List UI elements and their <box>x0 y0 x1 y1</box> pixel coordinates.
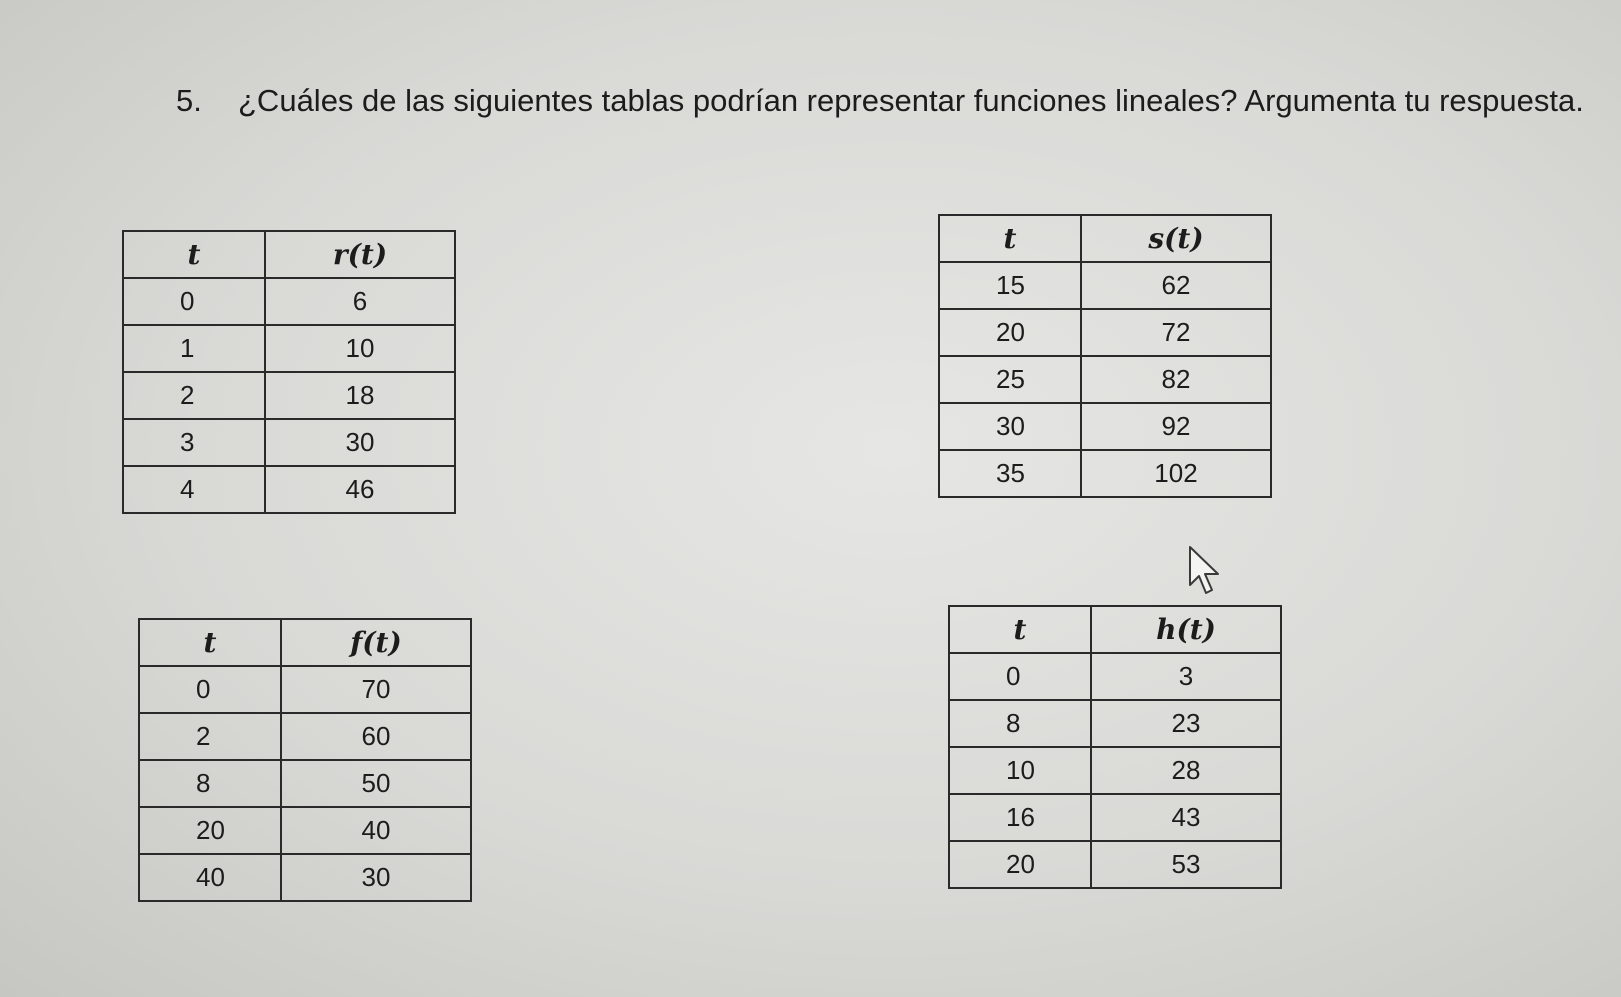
table-cell-value: 60 <box>281 713 471 760</box>
table-cell-t: 8 <box>949 700 1091 747</box>
table-cell-value: 70 <box>281 666 471 713</box>
table-cell-value: 30 <box>265 419 455 466</box>
table-row <box>949 700 1281 747</box>
table-cell-value: 92 <box>1081 403 1271 450</box>
table-header-t: t <box>949 606 1091 653</box>
table-cell-value: 82 <box>1081 356 1271 403</box>
question-number: 5. <box>176 83 202 118</box>
table-header-f: f(t) <box>281 619 471 666</box>
table-cell-t: 0 <box>139 666 281 713</box>
table-row <box>123 372 455 419</box>
table-header-row <box>939 215 1271 262</box>
table-cell-value: 50 <box>281 760 471 807</box>
table-cell-t: 2 <box>123 372 265 419</box>
table-cell-value: 23 <box>1091 700 1281 747</box>
table-header-r: r(t) <box>265 231 455 278</box>
table-r <box>122 230 456 514</box>
table-row <box>939 309 1271 356</box>
table-cell-value: 102 <box>1081 450 1271 497</box>
table-cell-t: 4 <box>123 466 265 513</box>
table-header-row <box>139 619 471 666</box>
table-row <box>949 841 1281 888</box>
table-cell-t: 0 <box>123 278 265 325</box>
table-cell-t: 30 <box>939 403 1081 450</box>
table-row <box>949 794 1281 841</box>
table-header-h: h(t) <box>1091 606 1281 653</box>
table-row <box>139 713 471 760</box>
table-cell-t: 15 <box>939 262 1081 309</box>
table-row <box>139 807 471 854</box>
table-cell-value: 46 <box>265 466 455 513</box>
table-row <box>123 278 455 325</box>
table-cell-value: 43 <box>1091 794 1281 841</box>
table-row <box>139 760 471 807</box>
table-cell-t: 8 <box>139 760 281 807</box>
table-row <box>139 666 471 713</box>
table-header-row <box>949 606 1281 653</box>
table-cell-t: 2 <box>139 713 281 760</box>
table-cell-value: 28 <box>1091 747 1281 794</box>
table-header-row <box>123 231 455 278</box>
table-f <box>138 618 472 902</box>
table-cell-t: 3 <box>123 419 265 466</box>
table-cell-value: 72 <box>1081 309 1271 356</box>
table-cell-t: 16 <box>949 794 1091 841</box>
table-h <box>948 605 1282 889</box>
table-row <box>123 466 455 513</box>
table-row <box>939 356 1271 403</box>
table-cell-value: 40 <box>281 807 471 854</box>
table-cell-value: 62 <box>1081 262 1271 309</box>
table-cell-t: 35 <box>939 450 1081 497</box>
table-row <box>123 325 455 372</box>
table-cell-t: 40 <box>139 854 281 901</box>
table-cell-value: 30 <box>281 854 471 901</box>
table-row <box>949 747 1281 794</box>
table-cell-t: 20 <box>949 841 1091 888</box>
question <box>176 62 1596 140</box>
mouse-pointer-icon <box>1188 545 1228 597</box>
table-row <box>949 653 1281 700</box>
table-cell-value: 3 <box>1091 653 1281 700</box>
table-cell-t: 10 <box>949 747 1091 794</box>
table-cell-t: 1 <box>123 325 265 372</box>
table-cell-t: 0 <box>949 653 1091 700</box>
table-header-s: s(t) <box>1081 215 1271 262</box>
table-cell-value: 53 <box>1091 841 1281 888</box>
table-cell-t: 25 <box>939 356 1081 403</box>
table-cell-value: 18 <box>265 372 455 419</box>
table-cell-t: 20 <box>939 309 1081 356</box>
table-header-t: t <box>123 231 265 278</box>
table-row <box>939 450 1271 497</box>
table-row <box>123 419 455 466</box>
table-cell-value: 6 <box>265 278 455 325</box>
table-row <box>939 262 1271 309</box>
question-text: ¿Cuáles de las siguientes tablas podrían representar funciones lineales? Argumenta tu respuesta. <box>238 83 1584 118</box>
table-header-t: t <box>139 619 281 666</box>
table-cell-value: 10 <box>265 325 455 372</box>
table-row <box>939 403 1271 450</box>
table-s <box>938 214 1272 498</box>
table-header-t: t <box>939 215 1081 262</box>
table-row <box>139 854 471 901</box>
table-cell-t: 20 <box>139 807 281 854</box>
